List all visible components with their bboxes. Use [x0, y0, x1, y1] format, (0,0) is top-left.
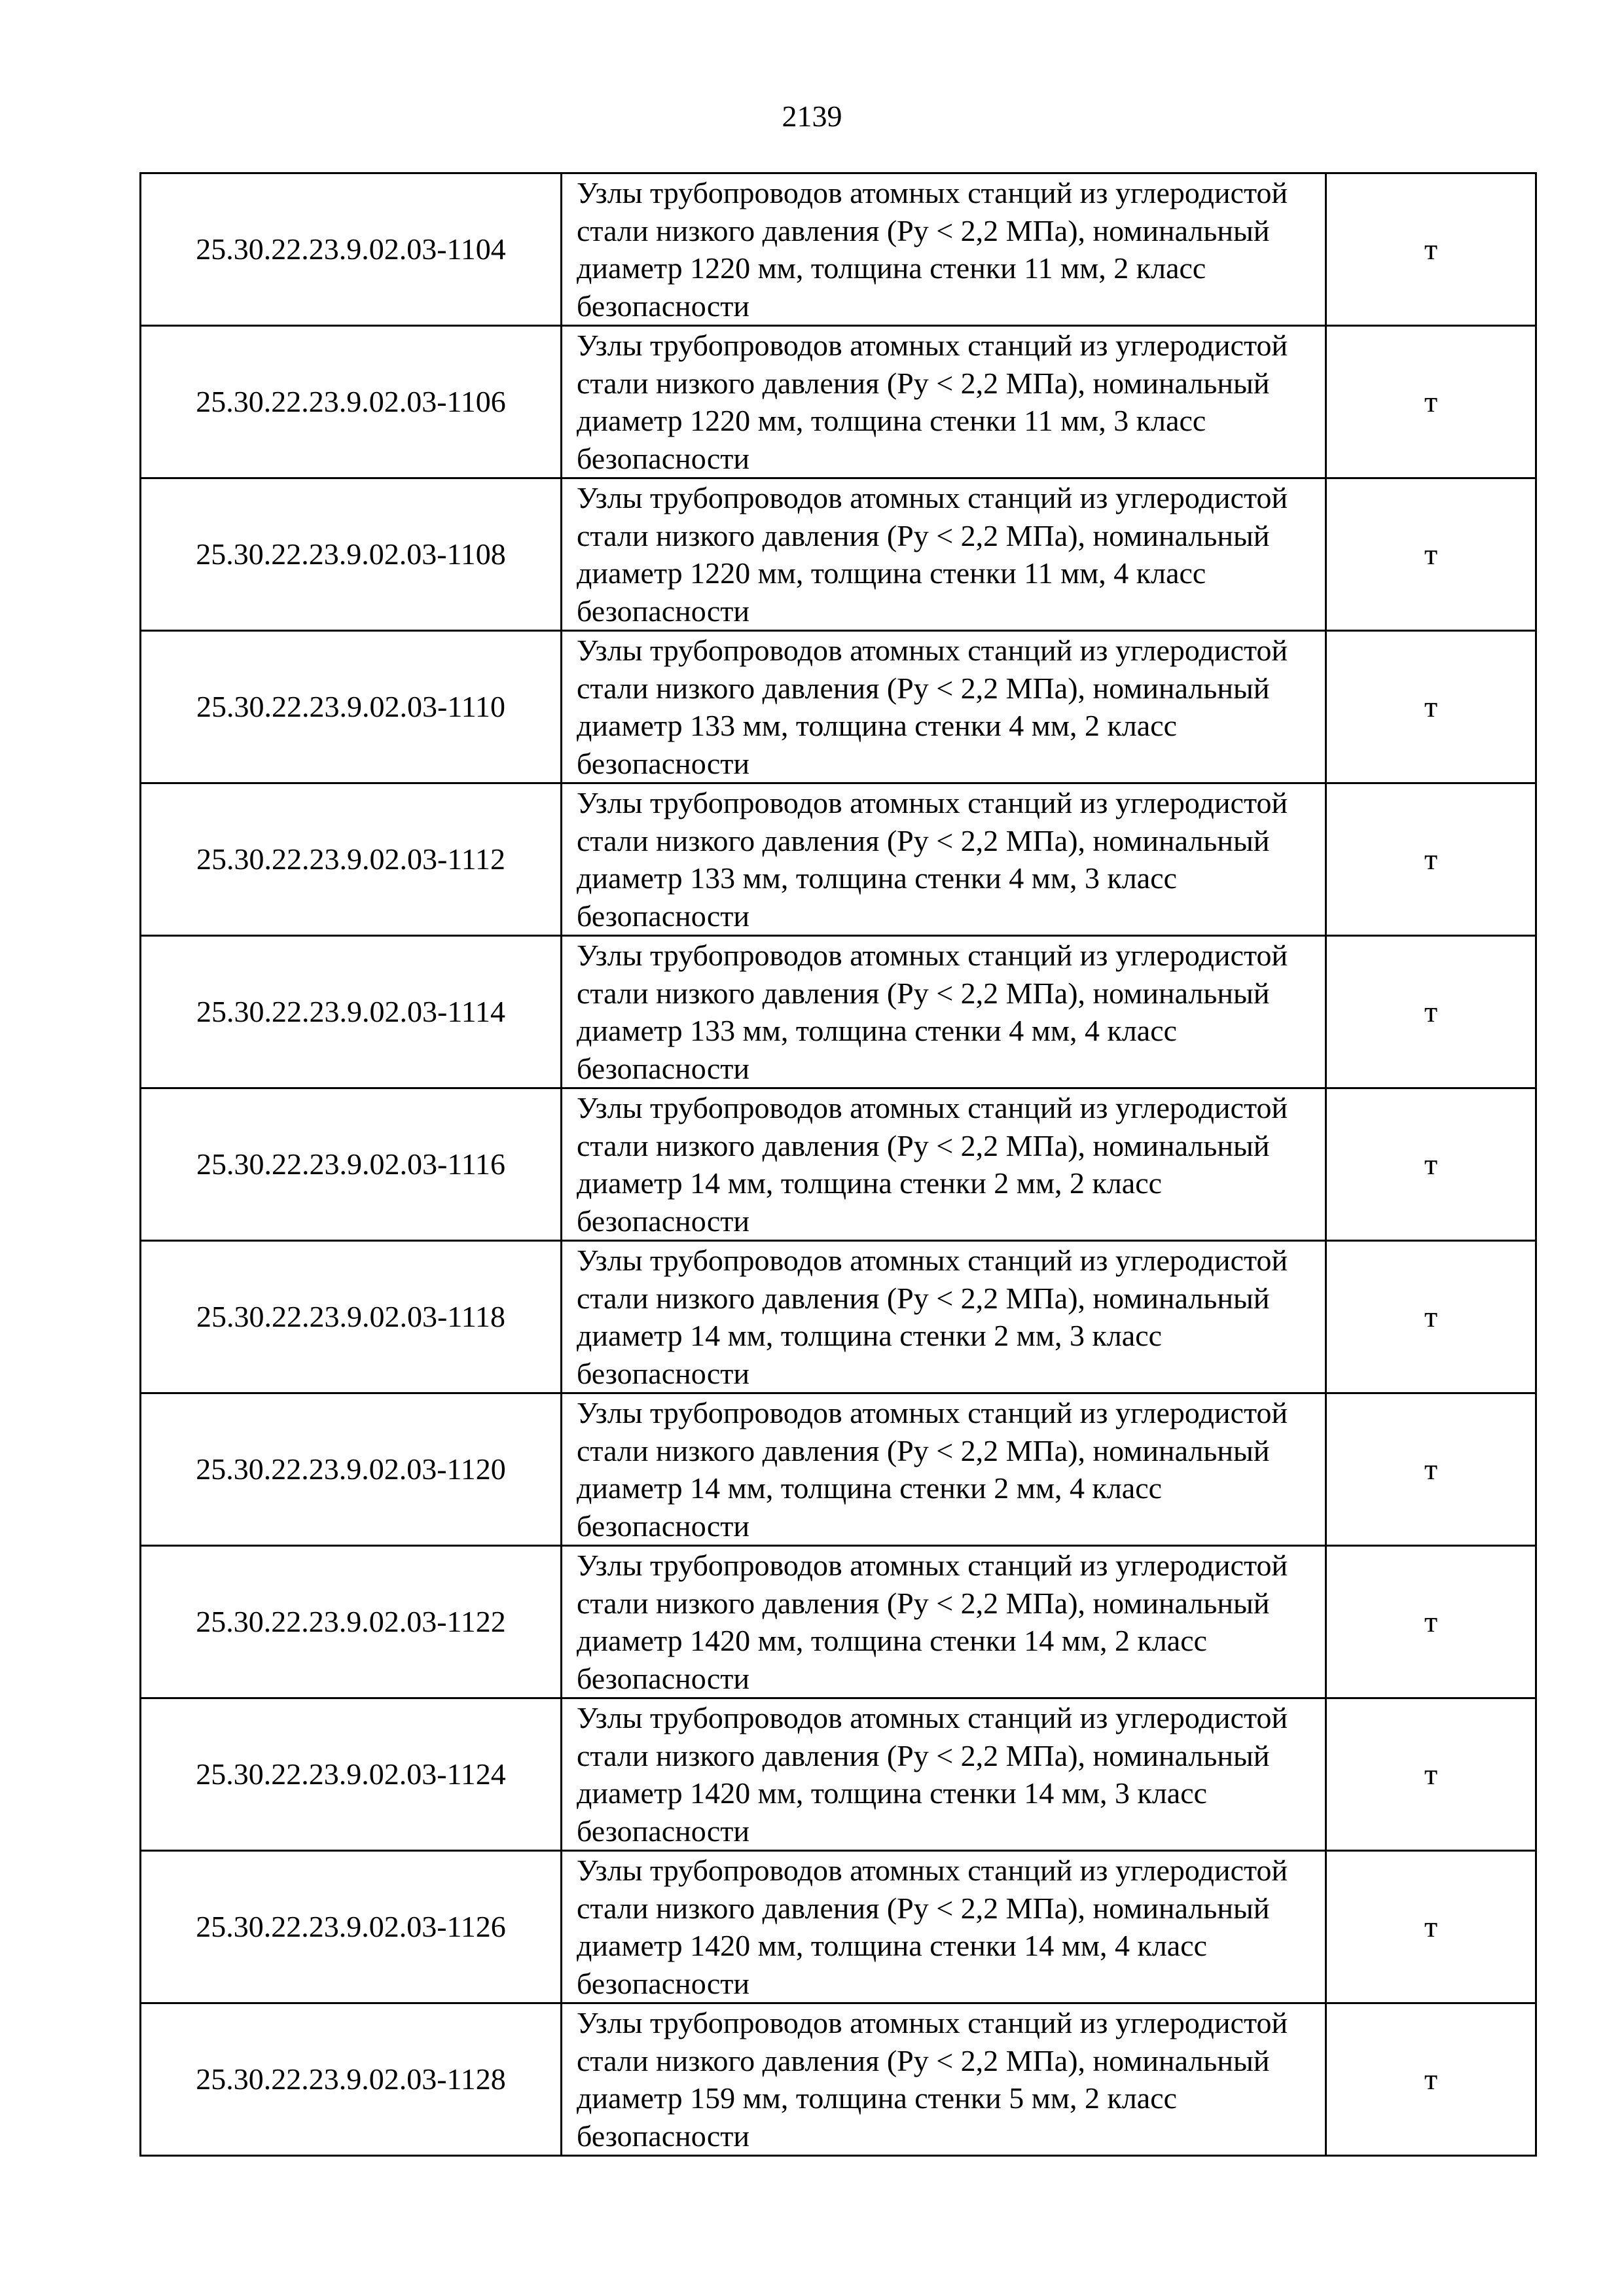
table-row: [141, 173, 1536, 326]
table-row: [141, 783, 1536, 936]
table-row: [141, 1546, 1536, 1698]
resource-code: 25.30.22.23.9.02.03-1106: [141, 326, 562, 478]
unit-of-measure: т: [1326, 1546, 1536, 1698]
unit-of-measure: т: [1326, 1698, 1536, 1851]
resource-code: 25.30.22.23.9.02.03-1112: [141, 783, 562, 936]
resource-description: Узлы трубопроводов атомных станций из углеродистой стали низкого давления (Ру < 2,2 МПа), номинальный диаметр 1220 мм, толщина стенки 11 мм, 4 класс безопасности: [562, 478, 1326, 631]
resource-description: Узлы трубопроводов атомных станций из углеродистой стали низкого давления (Ру < 2,2 МПа), номинальный диаметр 133 мм, толщина стенки 4 мм, 3 класс безопасности: [562, 783, 1326, 936]
table-row: [141, 478, 1536, 631]
resource-description: Узлы трубопроводов атомных станций из углеродистой стали низкого давления (Ру < 2,2 МПа), номинальный диаметр 14 мм, толщина стенки 2 мм, 4 класс безопасности: [562, 1393, 1326, 1546]
table-row: [141, 1393, 1536, 1546]
resource-code: 25.30.22.23.9.02.03-1108: [141, 478, 562, 631]
table-row: [141, 1241, 1536, 1393]
table-row: [141, 1851, 1536, 2003]
unit-of-measure: т: [1326, 783, 1536, 936]
resource-code: 25.30.22.23.9.02.03-1104: [141, 173, 562, 326]
resource-description: Узлы трубопроводов атомных станций из углеродистой стали низкого давления (Ру < 2,2 МПа), номинальный диаметр 14 мм, толщина стенки 2 мм, 3 класс безопасности: [562, 1241, 1326, 1393]
resource-code: 25.30.22.23.9.02.03-1120: [141, 1393, 562, 1546]
resource-description: Узлы трубопроводов атомных станций из углеродистой стали низкого давления (Ру < 2,2 МПа), номинальный диаметр 133 мм, толщина стенки 4 мм, 2 класс безопасности: [562, 631, 1326, 783]
table-row: [141, 1698, 1536, 1851]
resource-code: 25.30.22.23.9.02.03-1116: [141, 1088, 562, 1241]
table-row: [141, 2003, 1536, 2156]
resource-code: 25.30.22.23.9.02.03-1110: [141, 631, 562, 783]
unit-of-measure: т: [1326, 173, 1536, 326]
resource-code: 25.30.22.23.9.02.03-1124: [141, 1698, 562, 1851]
unit-of-measure: т: [1326, 936, 1536, 1088]
resource-description: Узлы трубопроводов атомных станций из углеродистой стали низкого давления (Ру < 2,2 МПа), номинальный диаметр 133 мм, толщина стенки 4 мм, 4 класс безопасности: [562, 936, 1326, 1088]
resource-code: 25.30.22.23.9.02.03-1118: [141, 1241, 562, 1393]
resource-description: Узлы трубопроводов атомных станций из углеродистой стали низкого давления (Ру < 2,2 МПа), номинальный диаметр 14 мм, толщина стенки 2 мм, 2 класс безопасности: [562, 1088, 1326, 1241]
unit-of-measure: т: [1326, 1241, 1536, 1393]
resource-code: 25.30.22.23.9.02.03-1122: [141, 1546, 562, 1698]
unit-of-measure: т: [1326, 2003, 1536, 2156]
resource-code: 25.30.22.23.9.02.03-1114: [141, 936, 562, 1088]
unit-of-measure: т: [1326, 1393, 1536, 1546]
resource-description: Узлы трубопроводов атомных станций из углеродистой стали низкого давления (Ру < 2,2 МПа), номинальный диаметр 1420 мм, толщина стенки 14 мм, 2 класс безопасности: [562, 1546, 1326, 1698]
page-number: 2139: [782, 99, 842, 133]
catalog-table: [139, 172, 1537, 2157]
resource-description: Узлы трубопроводов атомных станций из углеродистой стали низкого давления (Ру < 2,2 МПа), номинальный диаметр 1420 мм, толщина стенки 14 мм, 3 класс безопасности: [562, 1698, 1326, 1851]
catalog-table-body: [141, 173, 1536, 2156]
unit-of-measure: т: [1326, 1088, 1536, 1241]
resource-description: Узлы трубопроводов атомных станций из углеродистой стали низкого давления (Ру < 2,2 МПа), номинальный диаметр 1220 мм, толщина стенки 11 мм, 2 класс безопасности: [562, 173, 1326, 326]
resource-code: 25.30.22.23.9.02.03-1126: [141, 1851, 562, 2003]
unit-of-measure: т: [1326, 478, 1536, 631]
unit-of-measure: т: [1326, 631, 1536, 783]
resource-description: Узлы трубопроводов атомных станций из углеродистой стали низкого давления (Ру < 2,2 МПа), номинальный диаметр 1220 мм, толщина стенки 11 мм, 3 класс безопасности: [562, 326, 1326, 478]
table-row: [141, 631, 1536, 783]
unit-of-measure: т: [1326, 326, 1536, 478]
table-row: [141, 1088, 1536, 1241]
resource-code: 25.30.22.23.9.02.03-1128: [141, 2003, 562, 2156]
unit-of-measure: т: [1326, 1851, 1536, 2003]
resource-description: Узлы трубопроводов атомных станций из углеродистой стали низкого давления (Ру < 2,2 МПа), номинальный диаметр 1420 мм, толщина стенки 14 мм, 4 класс безопасности: [562, 1851, 1326, 2003]
resource-description: Узлы трубопроводов атомных станций из углеродистой стали низкого давления (Ру < 2,2 МПа), номинальный диаметр 159 мм, толщина стенки 5 мм, 2 класс безопасности: [562, 2003, 1326, 2156]
table-row: [141, 326, 1536, 478]
table-row: [141, 936, 1536, 1088]
